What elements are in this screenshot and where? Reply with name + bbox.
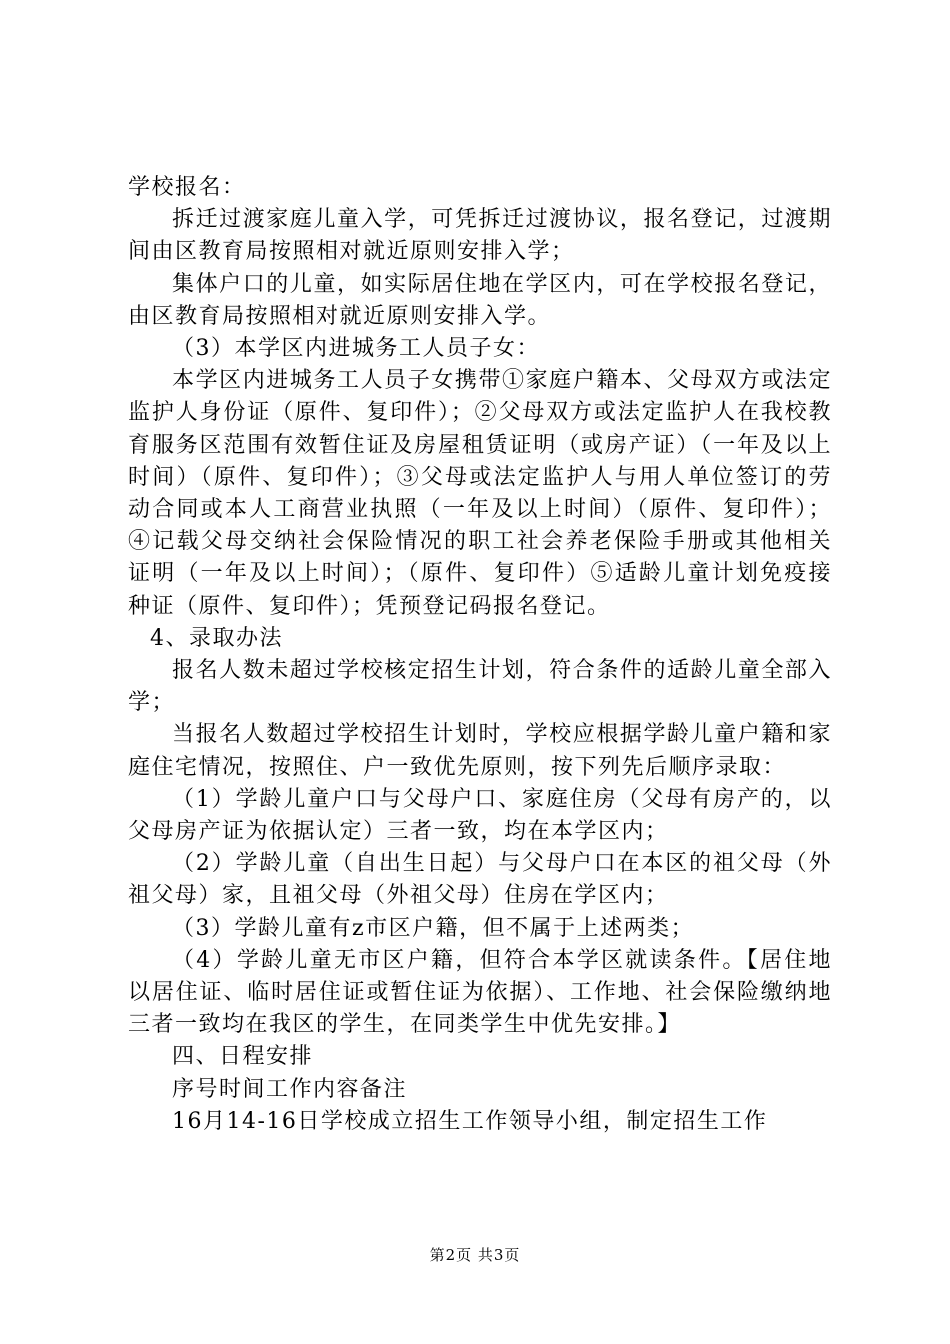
heading-schedule: 四、日程安排 [172, 1044, 314, 1070]
paragraph-within-quota: 报名人数未超过学校核定招生计划，符合条件的适龄儿童全部入学； [128, 658, 832, 716]
paragraph-migrant-documents: 本学区内进城务工人员子女携带①家庭户籍本、父母双方或法定监护人身份证（原件、复印件）；②父母双方或法定监护人在我校教育服务区范围有效暂住证及房屋租赁证明（或房产证）（一年及以上时间）（原件、复印件）；③父母或法定监护人与用人单位签订的劳动合同或本人工商营业执照（一年及以上时间）（原件、复印件）；④记载父母交纳社会保险情况的职工社会养老保险手册或其他相关证明（一年及以上时间）；（原件、复印件）⑤适龄儿童计划免疫接种证（原件、复印件）；凭预登记码报名登记。 [128, 368, 832, 619]
paragraph-collective-household: 集体户口的儿童，如实际居住地在学区内，可在学校报名登记，由区教育局按照相对就近原则安排入学。 [128, 271, 832, 329]
heading-admission-method: 4、录取办法 [150, 625, 283, 651]
paragraph-priority-4: （4）学龄儿童无市区户籍，但符合本学区就读条件。【居住地以居住证、临时居住证或暂住证为依据）、工作地、社会保险缴纳地三者一致均在我区的学生，在同类学生中优先安排。】 [128, 947, 832, 1038]
paragraph-priority-3: （3）学龄儿童有z市区户籍，但不属于上述两类； [172, 915, 695, 941]
paragraph-priority-2: （2）学龄儿童（自出生日起）与父母户口在本区的祖父母（外祖父母）家，且祖父母（外祖父母）住房在学区内； [128, 851, 832, 909]
page-footer: 第2页 共3页 [429, 1246, 521, 1264]
paragraph-school-registration: 学校报名： [128, 175, 246, 200]
paragraph-relocation-children: 拆迁过渡家庭儿童入学，可凭拆迁过渡协议，报名登记，过渡期间由区教育局按照相对就近原则安排入学； [128, 207, 832, 265]
schedule-row-1: 16月14-16日学校成立招生工作领导小组，制定招生工作 [172, 1108, 768, 1134]
paragraph-priority-1: （1）学龄儿童户口与父母户口、家庭住房（父母有房产的，以父母房产证为依据认定）三者一致，均在本学区内； [128, 786, 832, 845]
schedule-table-header: 序号时间工作内容备注 [172, 1076, 408, 1102]
paragraph-over-quota: 当报名人数超过学校招生计划时，学校应根据学龄儿童户籍和家庭住宅情况，按照住、户一致优先原则，按下列先后顺序录取： [128, 722, 832, 780]
document-body [128, 172, 832, 1138]
heading-migrant-children: （3）本学区内进城务工人员子女： [172, 336, 540, 362]
